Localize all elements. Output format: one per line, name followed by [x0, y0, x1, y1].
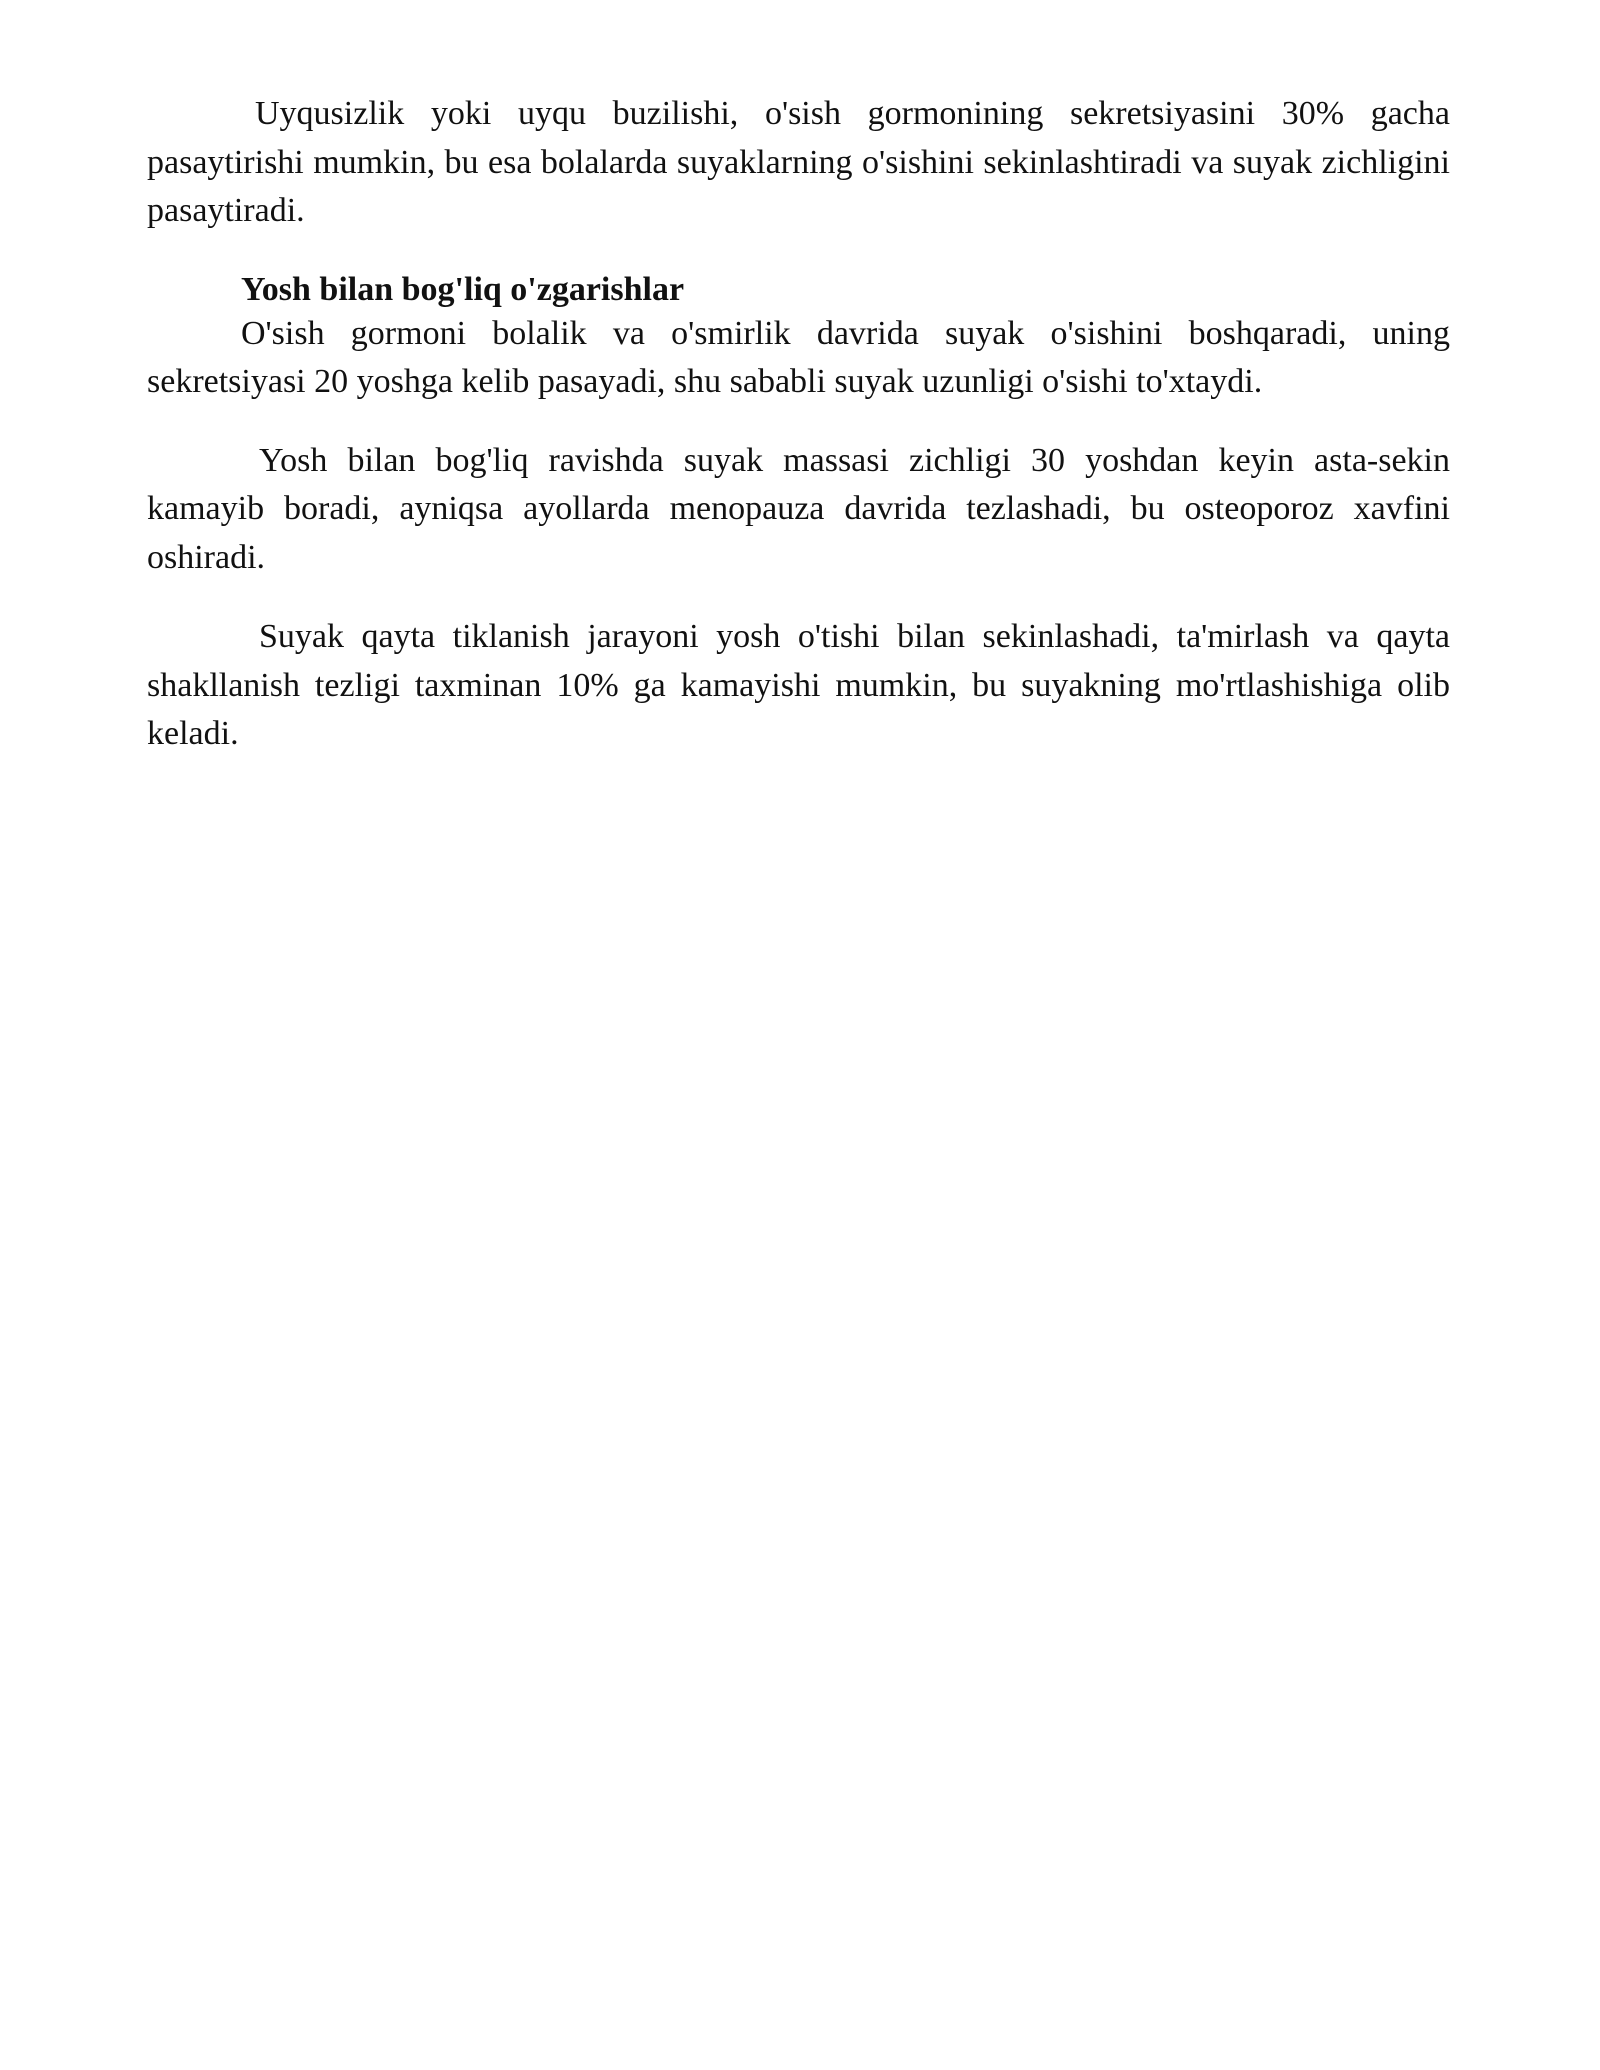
paragraph-growth-hormone-age: O'sish gormoni bolalik va o'smirlik davrida suyak o'sishini boshqaradi, uning sekretsiyasi 20 yoshga kelib pasayadi, shu sababli suyak uzunligi o'sishi to'xtaydi.	[147, 314, 1450, 400]
section-heading-age-changes: Yosh bilan bog'liq o'zgarishlar	[241, 270, 685, 308]
paragraph-sleep-growth-hormone: Uyqusizlik yoki uyqu buzilishi, o'sish gormonining sekretsiyasini 30% gacha pasaytirishi mumkin, bu esa bolalarda suyaklarning o'sishini sekinlashtiradi va suyak zichligini pasaytiradi.	[147, 95, 1450, 229]
paragraph-bone-density-age: Yosh bilan bog'liq ravishda suyak massasi zichligi 30 yoshdan keyin asta-sekin kamayib boradi, ayniqsa ayollarda menopauza davrida tezlashadi, bu osteoporoz xavfini oshiradi.	[147, 441, 1450, 576]
paragraph-bone-remodeling: Suyak qayta tiklanish jarayoni yosh o'tishi bilan sekinlashadi, ta'mirlash va qayta shakllanish tezligi taxminan 10% ga kamayishi mumkin, bu suyakning mo'rtlashishiga olib keladi.	[147, 618, 1450, 752]
document-body	[147, 90, 1450, 759]
